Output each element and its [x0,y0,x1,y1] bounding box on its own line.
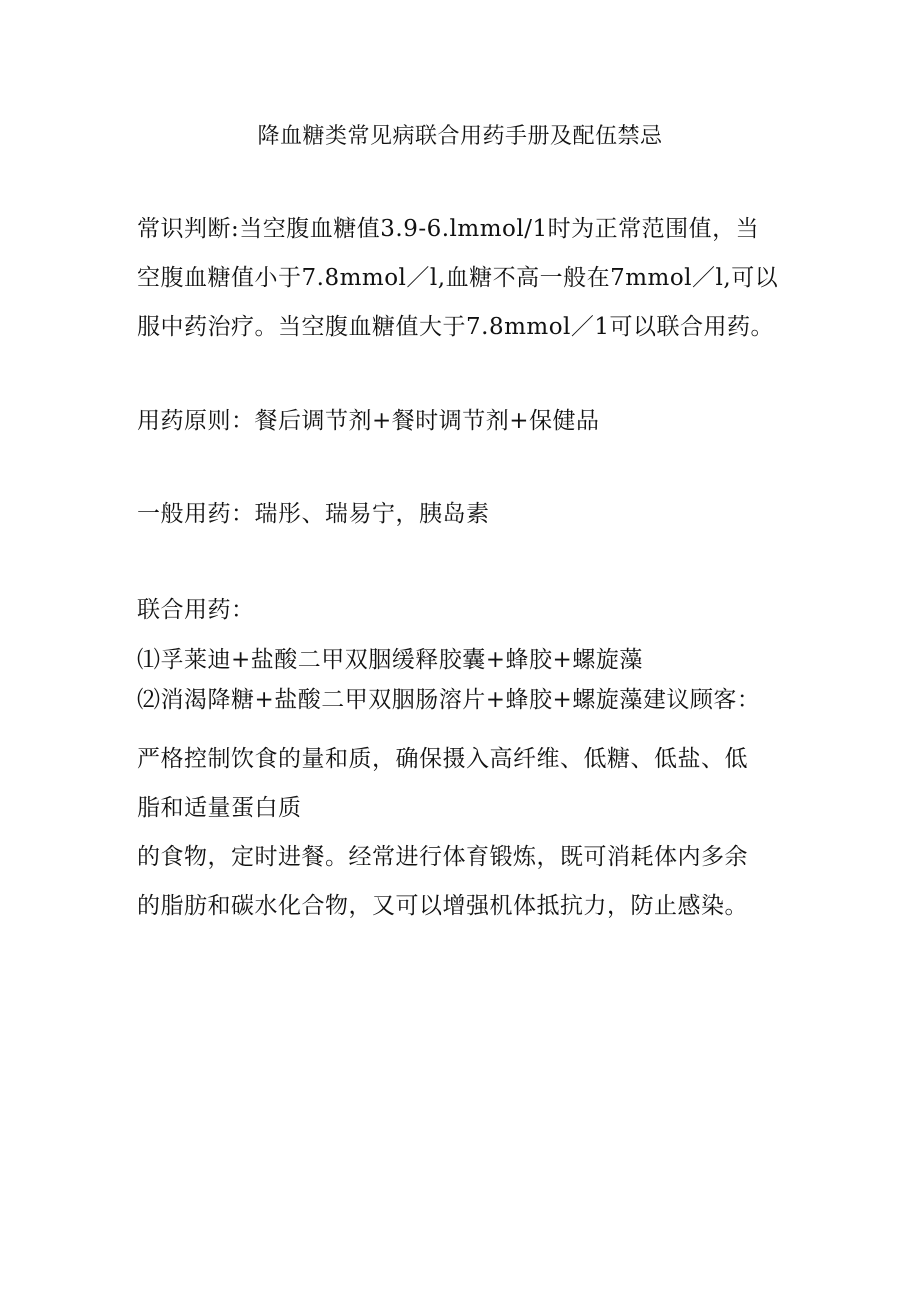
text-line: 的脂肪和碳水化合物，又可以增强机体抵抗力，防止感染。 [137,893,748,919]
text-line: 一般用药：瑞彤、瑞易宁，胰岛素 [137,501,490,527]
combination-list [137,640,797,720]
section-heading-combination [137,590,797,630]
paragraph-common-sense [137,205,797,352]
text-line: 服中药治疗。当空腹血糖值大于7.8mmol／1可以联合用药。 [137,314,775,340]
paragraph-advice [137,735,797,931]
text-line: 脂和适量蛋白质 [137,795,302,821]
list-item: ⑵消渴降糖+盐酸二甲双胭肠溶片+蜂胶+螺旋藻建议顾客： [137,687,761,713]
paragraph-general-medication [137,490,797,539]
text-line: 空腹血糖值小于7.8mmol／l,血糖不高一般在7mmol／l,可以 [137,265,779,291]
text-line: 用药原则：餐后调节剂+餐时调节剂+保健品 [137,408,600,434]
document-title: 降血糖类常见病联合用药手册及配伍禁忌 [257,124,663,149]
text-line: 的食物，定时进餐。经常进行体育锻炼，既可消耗体内多余 [137,844,748,870]
text-line: 联合用药： [137,597,255,623]
paragraph-medication-principle [137,397,797,446]
text-line: 常识判断:当空腹血糖值3.9-6.lmmol/1时为正常范围值，当 [137,216,760,242]
list-item: ⑴孚莱迪+盐酸二甲双胭缓释胶囊+蜂胶+螺旋藻 [137,647,643,673]
text-line: 严格控制饮食的量和质，确保摄入高纤维、低糖、低盐、低 [137,746,748,772]
